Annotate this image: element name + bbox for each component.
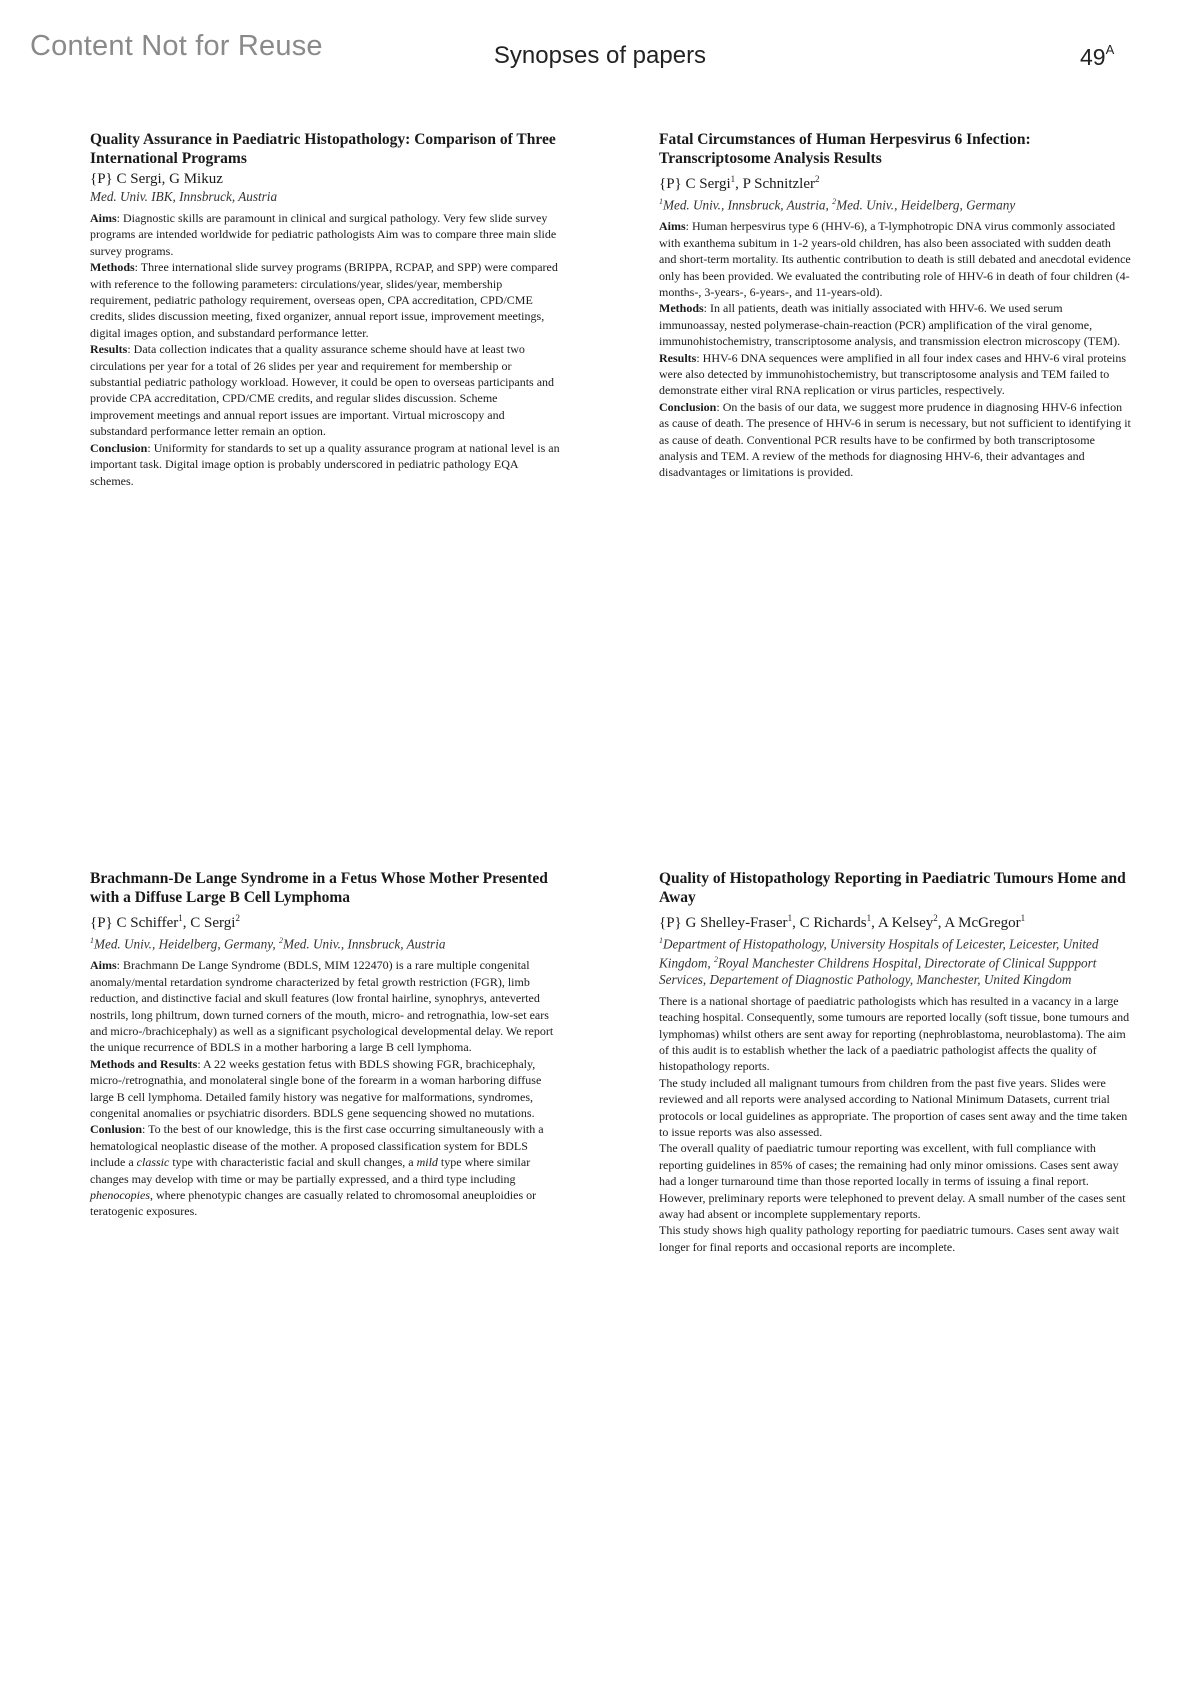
author: , C Sergi <box>182 915 236 931</box>
conclusion-label: Conclusion <box>659 399 717 414</box>
page-number-value: 49 <box>1080 44 1106 70</box>
body-paragraph: The study included all malignant tumours from children from the past five years. Slides were reviewed and all reports were analysed according to National Minimum Datasets, current trial protocols or local guidelines as appropriate. The proportion of cases sent away and the time taken to issue reports was also assessed. <box>659 1075 1128 1140</box>
author-sup: 1 <box>866 913 872 923</box>
author: {P} C Schiffer <box>90 915 179 931</box>
author: , A Kelsey <box>871 915 934 931</box>
conclusion-text: : To the best of our knowledge, this is the first case occurring simultaneously with a hematological neoplastic disease of the mother. A proposed classification system for BDLS include a <box>90 1122 544 1170</box>
conclusion-label: Conlusion <box>90 1122 143 1137</box>
running-title: Synopses of papers <box>493 42 707 69</box>
abstract-affiliation: Med. Univ. IBK, Innsbruck, Austria <box>90 189 278 204</box>
conclusion-text: : On the basis of our data, we suggest more prudence in diagnosing HHV-6 infection as cause of death. The presence of HHV-6 in serum is necessary, but not sufficient to identifying it as cause of death. Conventional PCR results have to be confirmed by both transcriptosome analysis and TEM. A review of the methods for diagnosing HHV-6, their advantages and disadvantages or limitations is provided. <box>659 399 1131 480</box>
methods-label: Methods <box>659 301 704 316</box>
body-paragraph: There is a national shortage of paediatric pathologists which has resulted in a vacancy in a large teaching hospital. Consequently, some tumours are reported locally (soft tissue, bone tumours and lymphomas) whilst others are sent away for reporting (nephroblastoma, neuroblastoma). The aim of this audit is to establish whether the lack of a paediatric pathologist affects the quality of histopathology reports. <box>659 993 1130 1074</box>
aims-label: Aims <box>659 219 686 234</box>
affil-sup: 1 <box>90 936 94 945</box>
aims-paragraph <box>90 210 562 259</box>
aims-paragraph <box>90 957 562 1055</box>
author: {P} C Sergi <box>659 176 731 192</box>
results-label: Results <box>90 342 128 357</box>
abstract-authors <box>659 909 1131 933</box>
page-number <box>1080 44 1114 71</box>
abstract-body <box>659 993 1131 1256</box>
author: , P Schnitzler <box>735 176 815 192</box>
conclusion-paragraph <box>90 1121 562 1219</box>
abstract-quality-assurance <box>90 130 562 489</box>
affil-text: Med. Univ., Innsbruck, Austria, <box>663 197 833 213</box>
abstract-body <box>90 210 562 489</box>
abstract-title: Fatal Circumstances of Human Herpesvirus 6 Infection: Transcriptosome Analysis Results <box>659 131 1031 167</box>
affil-sup: 1 <box>659 936 663 945</box>
affil-sup: 2 <box>832 197 837 206</box>
affil-text: Med. Univ., Heidelberg, Germany <box>836 197 1016 213</box>
abstract-title: Quality of Histopathology Reporting in Paediatric Tumours Home and Away <box>659 870 1126 906</box>
aims-paragraph <box>659 218 1131 300</box>
results-text: : Data collection indicates that a quality assurance scheme should have at least two circulations per year for a total of 26 slides per year and requirement for membership or substantial pediatric pathology workload. However, it could be open to overseas participants and provide CPA accreditation, CPD/CME credits, and regular slides discussion. Scheme improvement meetings and annual report issues are important. Virtual microscopy and substandard performance letter remain an option. <box>90 342 555 439</box>
abstract-authors: {P} C Sergi, G Mikuz <box>90 171 223 187</box>
conclusion-text: type where similar changes may develop with time or may be partially expressed, and a third type including <box>90 1155 531 1186</box>
conclusion-italic: phenocopies <box>90 1188 150 1203</box>
conclusion-italic: mild <box>416 1155 438 1170</box>
author-sup: 2 <box>933 913 938 923</box>
methods-paragraph <box>659 300 1131 349</box>
conclusion-text: : Uniformity for standards to set up a quality assurance program at national level is an important task. Digital image option is probably underscored in pediatric pathology EQA schemes. <box>90 440 560 488</box>
author: {P} G Shelley-Fraser <box>659 915 788 931</box>
aims-label: Aims <box>90 211 117 225</box>
abstract-title: Brachmann-De Lange Syndrome in a Fetus Whose Mother Presented with a Diffuse Large B Cell Lymphoma <box>90 870 548 906</box>
conclusion-text: , where phenotypic changes are casually related to chromosomal aneuploidies or teratogenic exposures. <box>90 1188 537 1219</box>
affil-text: Department of Histopathology, University Hospitals of Leicester, Leicester, United Kingdom, <box>659 936 1099 971</box>
abstract-title: Quality Assurance in Paediatric Histopathology: Comparison of Three International Programs <box>90 131 556 167</box>
watermark: Content Not for Reuse <box>30 30 323 62</box>
affil-text: Med. Univ., Heidelberg, Germany, <box>94 936 279 952</box>
author-sup: 1 <box>178 913 183 923</box>
methods-results-label: Methods and Results <box>90 1056 198 1071</box>
conclusion-text: type with characteristic facial and skull changes, a <box>169 1155 417 1170</box>
author: , C Richards <box>792 915 867 931</box>
affil-sup: 1 <box>659 197 663 206</box>
results-paragraph <box>659 350 1131 399</box>
aims-text: : Human herpesvirus type 6 (HHV-6), a T-lymphotropic DNA virus commonly associated with exanthema subitum in 1-2 years-old children, has also been associated with sudden death and short-term mortality. Its authentic contribution to death is still debated and anecdotal evidence only has been provided. We evaluated the contributing role of HHV-6 in death of four children (4-months-, 3-years-, 6-years-, and 11-years-old). <box>659 219 1131 300</box>
abstract-authors <box>659 170 1131 194</box>
abstract-affiliation <box>90 933 562 952</box>
abstract-affiliation <box>659 194 1131 213</box>
author-sup: 1 <box>787 913 793 923</box>
abstract-tumour-reporting <box>659 869 1131 1255</box>
abstract-bdls <box>90 869 562 1220</box>
conclusion-italic: classic <box>136 1155 170 1170</box>
aims-label: Aims <box>90 958 117 973</box>
body-paragraph: This study shows high quality pathology reporting for paediatric tumours. Cases sent away wait longer for final reports and occasional reports are incomplete. <box>659 1223 1119 1254</box>
methods-label: Methods <box>90 260 135 275</box>
abstract-hhv6 <box>659 130 1131 481</box>
aims-text: : Brachmann De Lange Syndrome (BDLS, MIM 122470) is a rare multiple congenital anomaly/mental retardation syndrome characterized by fetal growth restriction (FGR), limb reduction, and distinctive facial and skull features (low frontal hairline, synophrys, anteverted nostrils, long philtrum, down turned corners of the mouth, micro- and retrognathia, low-set ears and micro-/brachicephaly) as well as a significant psychological developmental delay. We report the unique recurrence of BDLS in a mother harboring a large B cell lymphoma. <box>90 958 554 1055</box>
results-label: Results <box>659 350 697 365</box>
abstract-affiliation <box>659 933 1131 988</box>
methods-text: : In all patients, death was initially associated with HHV-6. We used serum immunoassay, nested polymerase-chain-reaction (PCR) amplification of the viral genome, immunohistochemistry, transcriptosome analysis, and transmission electron microscopy (TEM). <box>659 301 1121 349</box>
conclusion-paragraph <box>659 399 1131 481</box>
conclusion-label: Conclusion <box>90 440 148 455</box>
abstract-body <box>659 218 1131 481</box>
affil-sup: 2 <box>278 936 283 945</box>
abstract-body <box>90 957 562 1220</box>
methods-results-paragraph <box>90 1056 562 1122</box>
author-sup: 1 <box>1020 913 1026 923</box>
results-text: : HHV-6 DNA sequences were amplified in all four index cases and HHV-6 viral proteins were also detected by immunohistochemistry, but transcriptosome analysis and TEM failed to demonstrate either viral RNA replication or virus particles, respectively. <box>659 350 1127 398</box>
methods-text: : Three international slide survey programs (BRIPPA, RCPAP, and SPP) were compared with reference to the following parameters: circulations/year, slides/year, membership requirement, pediatric pathology requirement, overseas open, CPA accreditation, CPD/CME credits, slides discussion meeting, fixed organizer, annual report issue, improvement meetings, digital images option, and substandard performance letter. <box>90 260 558 340</box>
author-sup: 1 <box>730 174 736 184</box>
affil-sup: 2 <box>713 955 718 965</box>
methods-results-text: : A 22 weeks gestation fetus with BDLS showing FGR, brachicephaly, micro-/retrognathia, and monolateral single bone of the forearm in a woman harboring diffuse large B cell lymphoma. Detailed family history was negative for malformations, syndromes, congenital anomalies or psychiatric disorders. BDLS gene sequencing showed no mutations. <box>90 1056 542 1121</box>
author-sup: 2 <box>235 913 240 923</box>
abstract-authors <box>90 909 562 933</box>
author: , A McGregor <box>937 915 1021 931</box>
page-number-suffix: A <box>1105 42 1115 57</box>
body-paragraph: The overall quality of paediatric tumour reporting was excellent, with full compliance with reporting guidelines in 85% of cases; the remaining had only minor omissions. Cases sent away had a longer turnaround time than those reported locally in terms of issuing a final report. However, preliminary reports were telephoned to prevent delay. A small number of the cases sent away had absent or incomplete supplementary reports. <box>659 1141 1126 1222</box>
results-paragraph <box>90 341 562 439</box>
affil-text: Med. Univ., Innsbruck, Austria <box>282 936 446 952</box>
methods-paragraph <box>90 259 562 341</box>
affil-text: Royal Manchester Childrens Hospital, Directorate of Clinical Suppport Services, Departement of Diagnostic Pathology, Manchester, United Kingdom <box>659 955 1097 987</box>
conclusion-paragraph <box>90 440 562 489</box>
aims-text: : Diagnostic skills are paramount in clinical and surgical pathology. Very few slide survey programs are intended worldwide for pediatric pathologists Aim was to compare three main slide survey programs. <box>90 211 557 258</box>
author-sup: 2 <box>815 174 820 184</box>
